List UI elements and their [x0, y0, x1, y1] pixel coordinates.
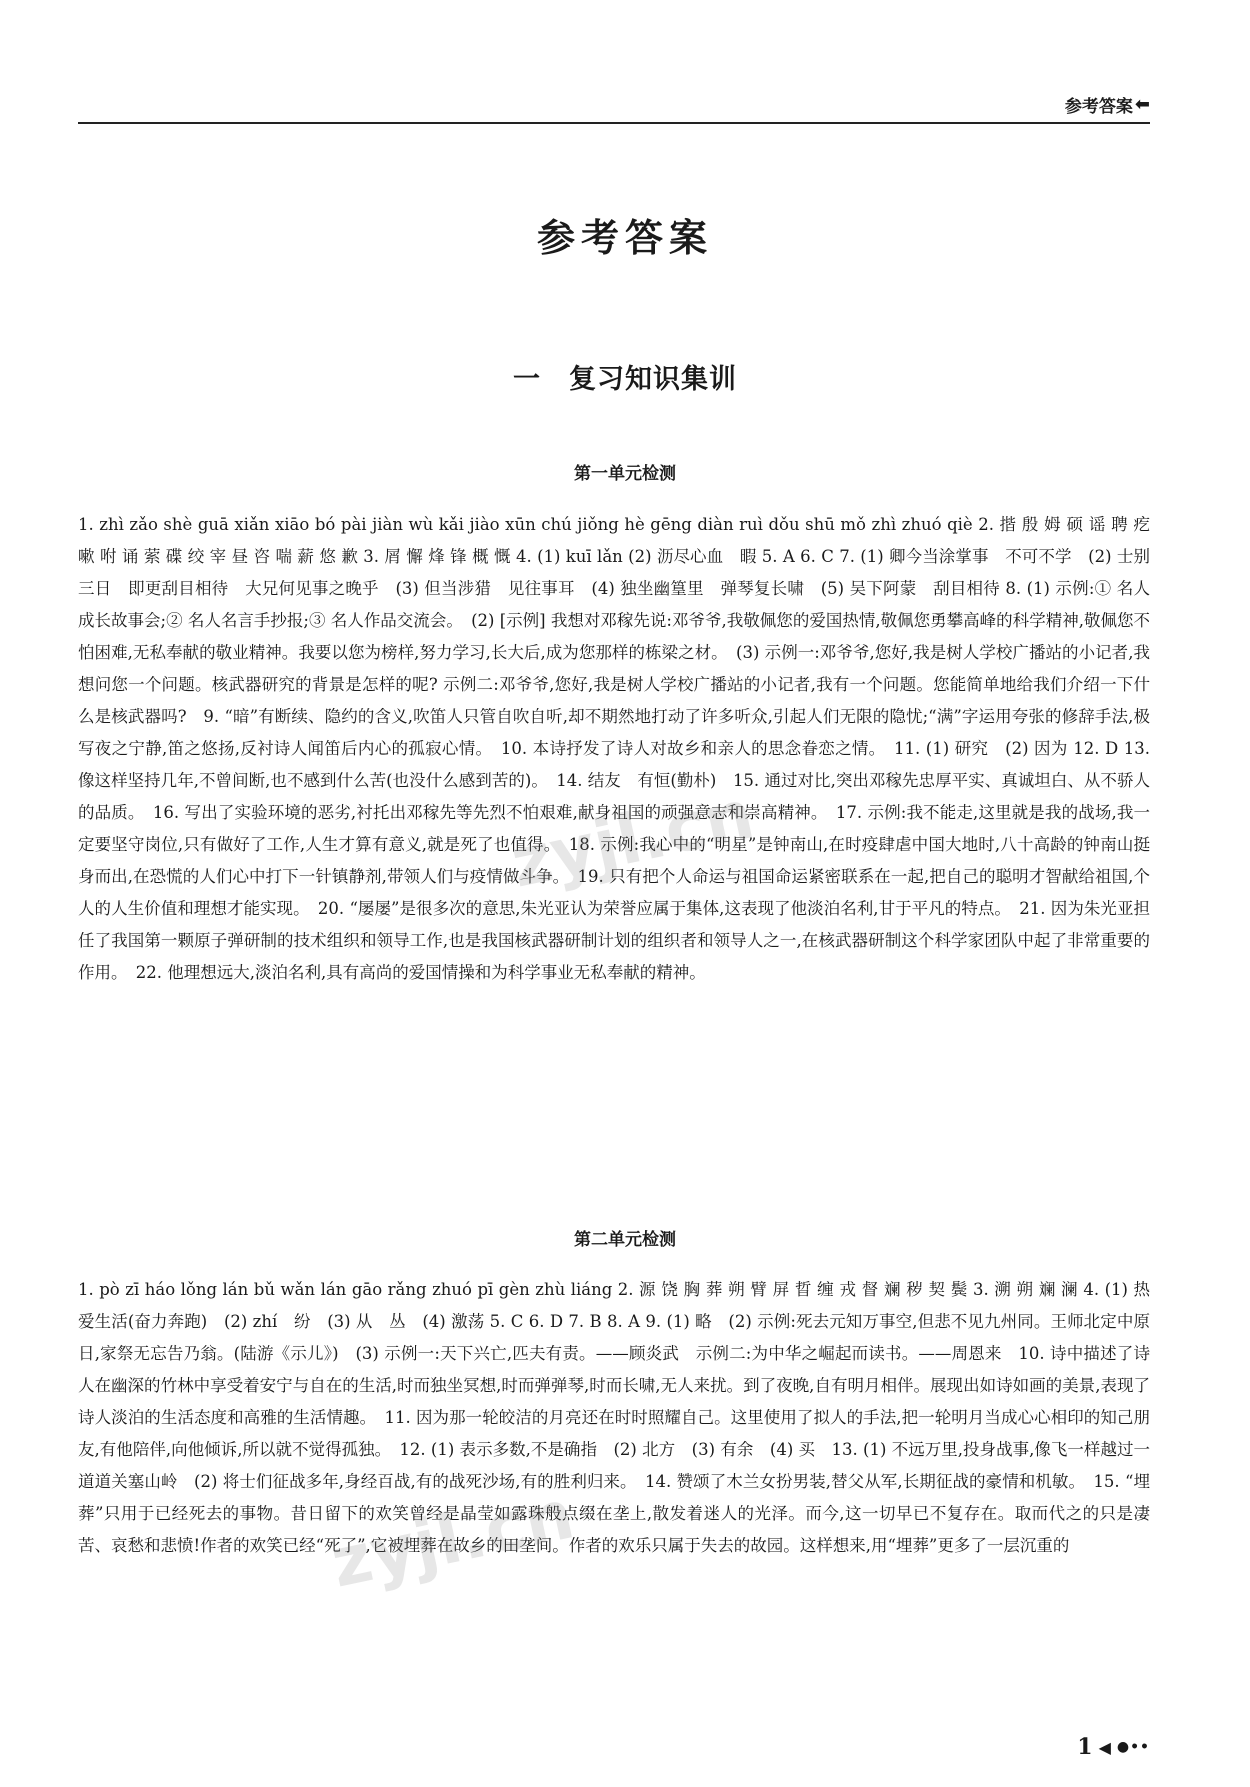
dots-icon: ●•• [1116, 1739, 1150, 1755]
page-header [78, 88, 1150, 124]
unit2-answers: 1. pò zī háo lǒng lán bǔ wǎn lán gāo rǎng zhuó pī gèn zhù liáng 2. 源 饶 胸 葬 朔 臂 屏 晢 缠 戎 督 斓 秽 契 鬓 3. 溯 朔 斓 澜 4. (1) 热爱生活(奋力奔跑) (2) zhí 纷 (3) 从 丛 (4) 激荡 5. C 6. D 7. B 8. A 9. (1) 略 (2) 示例:死去元知万事空,但悲不见九州同。王师北定中原日,家祭无忘告乃翁。(陆游《示儿》) (3) 示例一:天下兴亡,匹夫有责。——顾炎武 示例二:为中华之崛起而读书。——周恩来 10. 诗中描述了诗人在幽深的竹林中享受着安宁与自在的生活,时而独坐冥想,时而弹弹琴,时而长啸,无人来扰。到了夜晚,自有明月相伴。展现出如诗如画的美景,表现了诗人淡泊的生活态度和高雅的生活情趣。 11. 因为那一轮皎洁的月亮还在时时照耀自己。这里使用了拟人的手法,把一轮明月当成心心相印的知己朋友,有他陪伴,向他倾诉,所以就不觉得孤独。 12. (1) 表示多数,不是确指 (2) 北方 (3) 有余 (4) 买 13. (1) 不远万里,投身战事,像飞一样越过一道道关塞山岭 (2) 将士们征战多年,身经百战,有的战死沙场,有的胜利归来。 14. 赞颂了木兰女扮男装,替父从军,长期征战的豪情和机敏。 15. “埋葬”只用于已经死去的事物。昔日留下的欢笑曾经是晶莹如露珠般点缀在垄上,散发着迷人的光泽。而今,这一切早已不复存在。取而代之的只是凄苦、哀愁和悲愤!作者的欢笑已经“死了”,它被埋葬在故乡的田垄间。作者的欢乐只属于失去的故园。这样想来,用“埋葬”更多了一层沉重的 [78, 1280, 1150, 1555]
unit1-answers: 1. zhì zǎo shè guā xiǎn xiāo bó pài jiàn wù kǎi jiào xūn chú jiǒng hè gēng diàn ruì dǒu shū mǒ zhì zhuó qiè 2. 揩 殷 姆 硕 谣 聘 疙 嗽 咐 诵 萦 碟 绞 宰 昼 咨 喘 薪 悠 歉 3. 屑 懈 烽 锋 概 慨 4. (1) kuī lǎn (2) 沥尽心血 暇 5. A 6. C 7. (1) 卿今当涂掌事 不可不学 (2) 士别三日 即更刮目相待 大兄何见事之晚乎 (3) 但当涉猎 见往事耳 (4) 独坐幽篁里 弹琴复长啸 (5) 吴下阿蒙 刮目相待 8. (1) 示例:① 名人成长故事会;② 名人名言手抄报;③ 名人作品交流会。 (2) [示例] 我想对邓稼先说:邓爷爷,我敬佩您的爱国热情,敬佩您勇攀高峰的科学精神,敬佩您不怕困难,无私奉献的敬业精神。我要以您为榜样,努力学习,长大后,成为您那样的栋梁之材。 (3) 示例一:邓爷爷,您好,我是树人学校广播站的小记者,我想问您一个问题。核武器研究的背景是怎样的呢? 示例二:邓爷爷,您好,我是树人学校广播站的小记者,我有一个问题。您能简单地给我们介绍一下什么是核武器吗? 9. “暗”有断续、隐约的含义,吹笛人只管自吹自听,却不期然地打动了许多听众,引起人们无限的隐忧;“满”字运用夸张的修辞手法,极写夜之宁静,笛之悠扬,反衬诗人闻笛后内心的孤寂心情。 10. 本诗抒发了诗人对故乡和亲人的思念眷恋之情。 11. (1) 研究 (2) 因为 12. D 13. 像这样坚持几年,不曾间断,也不感到什么苦(也没什么感到苦的)。 14. 结友 有恒(勤朴) 15. 通过对比,突出邓稼先忠厚平实、真诚坦白、从不骄人的品质。 16. 写出了实验环境的恶劣,衬托出邓稼先等先烈不怕艰难,献身祖国的顽强意志和崇高精神。 17. 示例:我不能走,这里就是我的战场,我一定要坚守岗位,只有做好了工作,人生才算有意义,就是死了也值得。 18. 示例:我心中的“明星”是钟南山,在时疫肆虐中国大地时,八十高龄的钟南山挺身而出,在恐慌的人们心中打下一针镇静剂,带领人们与疫情做斗争。 19. 只有把个人命运与祖国命运紧密联系在一起,把自己的聪明才智献给祖国,个人的人生价值和理想才能实现。 20. “屡屡”是很多次的意思,朱光亚认为荣誉应属于集体,这表现了他淡泊名利,甘于平凡的特点。 21. 因为朱光亚担任了我国第一颗原子弹研制的技术组织和领导工作,也是我国核武器研制计划的组织者和领导人之一,在核武器研制这个科学家团队中起了非常重要的作用。 22. 他理想远大,淡泊名利,具有高尚的爱国情操和为科学事业无私奉献的精神。 [78, 515, 1150, 982]
unit2-title: 第二单元检测 [574, 1230, 676, 1250]
page-number-text: 1 [1077, 1734, 1093, 1760]
header-text: 参考答案 [1064, 97, 1133, 117]
unit1-title: 第一单元检测 [574, 464, 676, 484]
page-number [1077, 1734, 1150, 1760]
header-label [1065, 92, 1150, 117]
watermark: zyjl.cn [504, 775, 761, 904]
section-title: 一 复习知识集训 [513, 364, 737, 395]
triangle-left-icon: ◀ [1098, 1737, 1111, 1757]
watermark: zyjl.cn [324, 1475, 581, 1604]
page-title: 参考答案 [536, 215, 713, 260]
arrow-left-icon: ⬅ [1134, 94, 1150, 115]
